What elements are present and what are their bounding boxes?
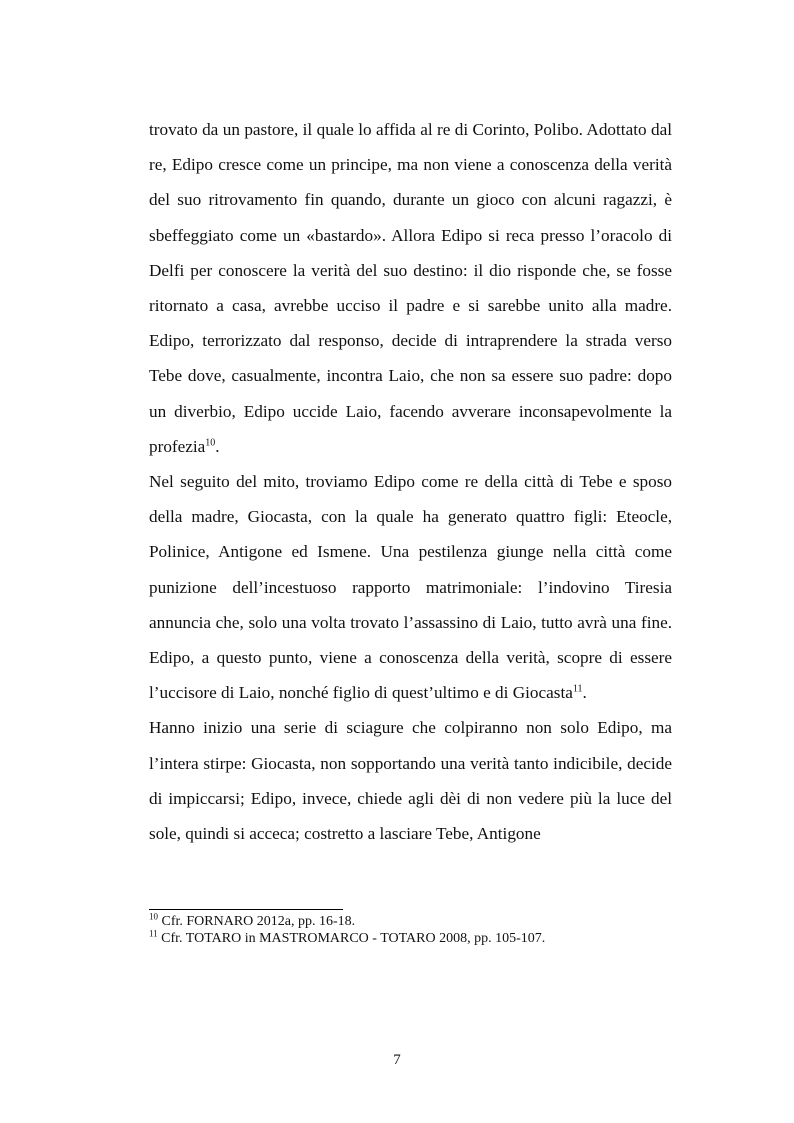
paragraph-3-text: Hanno inizio una serie di sciagure che colpiranno non solo Edipo, ma l’intera stirpe: Giocasta, non sopportando una verità tanto indicibile, decide di impiccarsi; Edipo, invece, chiede agli dèi di non vedere più la luce del sole, quindi si acceca; costretto a lasciare Tebe, Antigone <box>149 718 672 844</box>
footnote-10 <box>149 913 672 930</box>
paragraph-1 <box>149 112 672 464</box>
paragraph-1-tail: . <box>215 436 220 456</box>
paragraph-2-tail: . <box>582 683 587 703</box>
footnote-ref-11: 11 <box>572 683 583 695</box>
paragraph-1-text: trovato da un pastore, il quale lo affida al re di Corinto, Polibo. Adottato dal re, Edipo cresce come un principe, ma non viene a conoscenza della verità del suo ritrovamento fin quando, durante un gioco con alcuni ragazzi, è sbeffeggiato come un «bastardo». Allora Edipo si reca presso l’oracolo di Delfi per conoscere la verità del suo destino: il dio risponde che, se fosse ritornato a casa, avrebbe ucciso il padre e si sarebbe unito alla madre. Edipo, terrorizzato dal responso, decide di intraprendere la strada verso Tebe dove, casualmente, incontra Laio, che non sa essere suo padre: dopo un diverbio, Edipo uccide Laio, facendo avverare inconsapevolmente la profezia <box>149 120 672 456</box>
paragraph-3 <box>149 710 672 851</box>
footnote-11 <box>149 930 672 947</box>
footnotes <box>149 913 672 947</box>
footnote-text: Cfr. TOTARO in MASTROMARCO - TOTARO 2008, pp. 105-107. <box>161 931 546 946</box>
page-number: 7 <box>393 1052 401 1068</box>
footnote-ref-10: 10 <box>205 437 216 449</box>
body-text <box>149 112 672 851</box>
footnote-text: Cfr. FORNARO 2012a, pp. 16-18. <box>161 914 356 929</box>
footnote-number: 10 <box>149 911 158 922</box>
paragraph-2-text: Nel seguito del mito, troviamo Edipo come re della città di Tebe e sposo della madre, Giocasta, con la quale ha generato quattro figli: Eteocle, Polinice, Antigone ed Ismene. Una pestilenza giunge nella città come punizione dell’incestuoso rapporto matrimoniale: l’indovino Tiresia annuncia che, solo una volta trovato l’assassino di Laio, tutto avrà una fine. Edipo, a questo punto, viene a conoscenza della verità, scopre di essere l’uccisore di Laio, nonché figlio di quest’ultimo e di Giocasta <box>149 472 672 703</box>
footnote-separator <box>149 909 343 910</box>
footnote-number: 11 <box>149 928 158 939</box>
paragraph-2 <box>149 464 672 710</box>
